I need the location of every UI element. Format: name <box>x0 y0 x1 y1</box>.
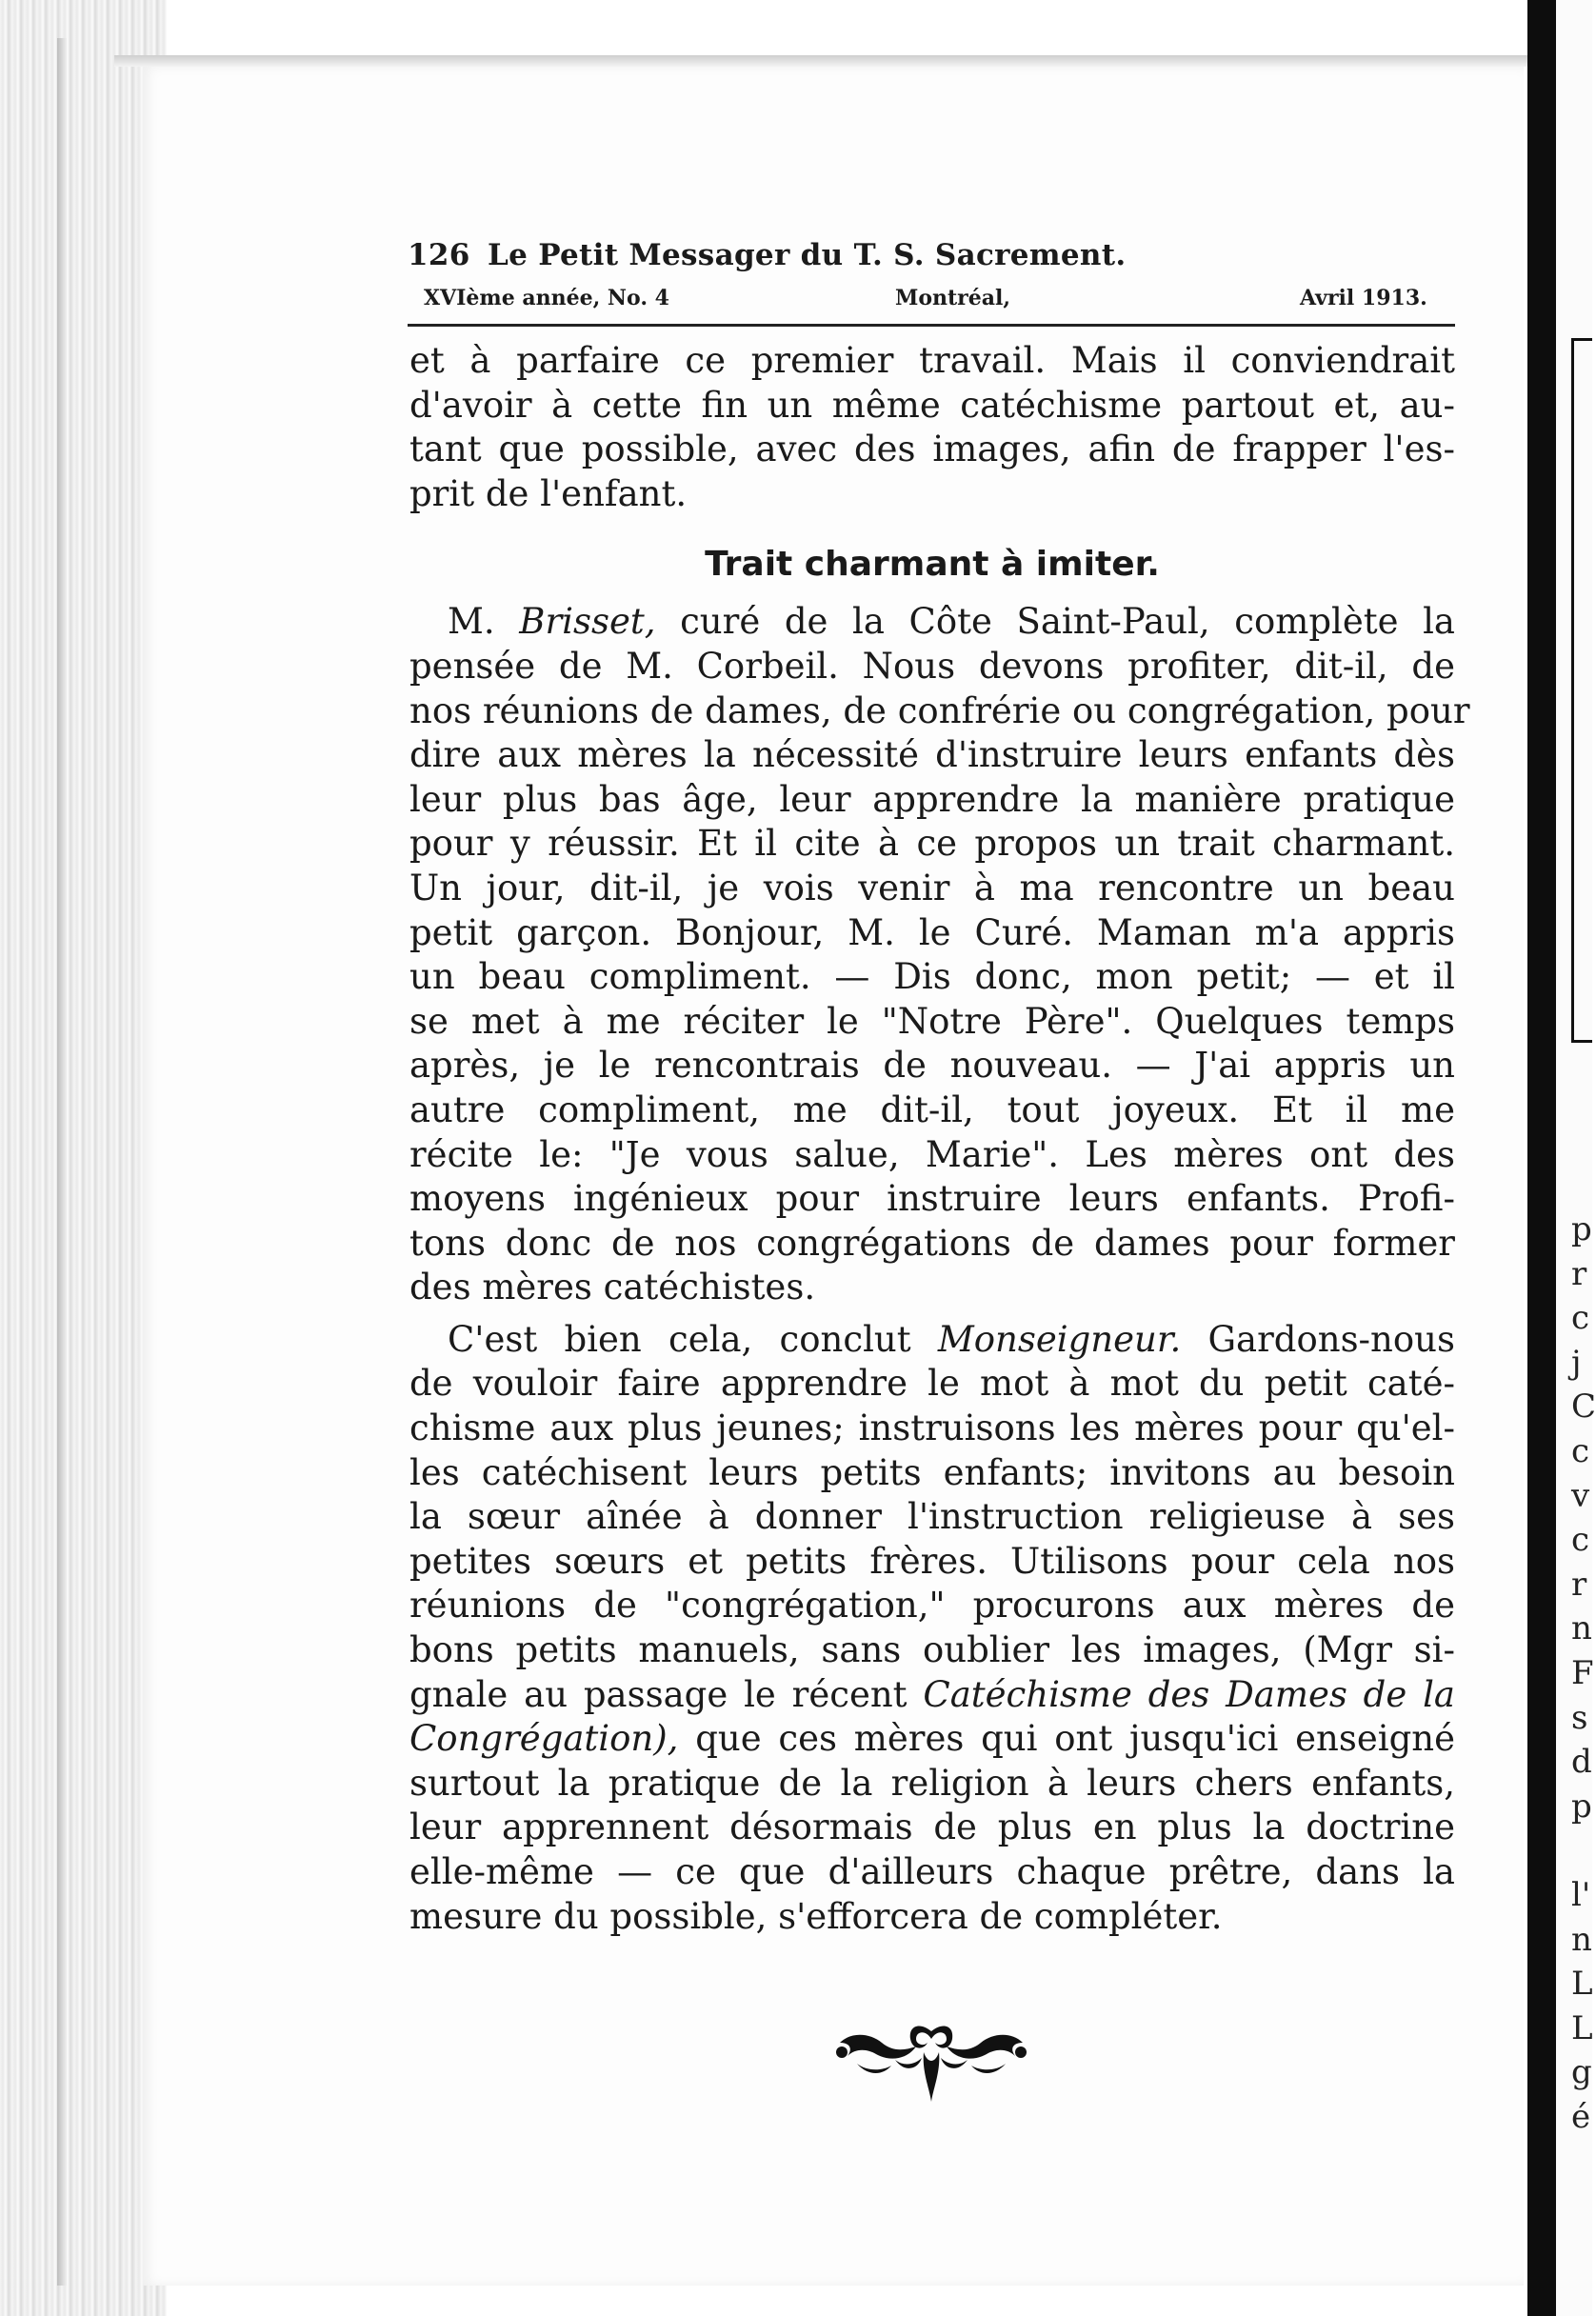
text-line: des mères catéchistes. <box>409 1267 816 1308</box>
tailpiece-ornament <box>828 2014 1034 2109</box>
fragment-char: c <box>1571 1521 1590 1560</box>
text-line: tons donc de nos congrégations de dames pour former <box>409 1222 1455 1264</box>
text-line: elle-même — ce que d'ailleurs chaque prêtre, dans la <box>409 1851 1455 1892</box>
text-line: prit de l'enfant. <box>409 472 688 514</box>
fragment-char: l' <box>1571 1875 1591 1914</box>
text-line: surtout la pratique de la religion à leurs chers enfants, <box>409 1762 1455 1804</box>
running-header <box>408 238 1460 280</box>
text-line: pensée de M. Corbeil. Nous devons profiter, dit-il, de <box>409 645 1455 687</box>
text-line: les catéchisent leurs petits enfants; invitons au besoin <box>409 1451 1455 1493</box>
book-title: Catéchisme des Dames de la <box>923 1673 1455 1715</box>
article-body <box>409 339 1470 1939</box>
fragment-char: p <box>1571 1210 1592 1248</box>
city: Montréal, <box>895 286 1011 310</box>
fragment-char: d <box>1571 1743 1592 1782</box>
person-name: Brisset, <box>519 601 656 643</box>
volume-number: XVIème année, No. 4 <box>424 286 669 310</box>
text-line: de vouloir faire apprendre le mot à mot du petit caté- <box>409 1363 1455 1405</box>
page-number: 126 <box>408 238 470 272</box>
text-line: dire aux mères la nécessité d'instruire leurs enfants dès <box>409 734 1455 776</box>
text-line: petites sœurs et petits frères. Utilisons pour cela nos <box>409 1540 1455 1582</box>
text-line: après, je le rencontrais de nouveau. — J'ai appris un <box>409 1045 1455 1087</box>
binding-shadow <box>57 38 67 2286</box>
fragment-char: L <box>1571 1965 1593 2004</box>
fragment-char: n <box>1571 1609 1592 1648</box>
text-line: chisme aux plus jeunes; instruisons les mères pour qu'el- <box>409 1408 1455 1449</box>
fragment-char: s <box>1571 1698 1588 1737</box>
fragment-char: n <box>1571 1920 1592 1959</box>
fragment-char: r <box>1571 1254 1587 1293</box>
text-line: Un jour, dit-il, je vois venir à ma rencontre un beau <box>409 867 1455 908</box>
text-line: nos réunions de dames, de confrérie ou congrégation, pour <box>409 689 1470 731</box>
section-heading: Trait charmant à imiter. <box>705 545 1160 585</box>
next-page-fragment <box>1571 1208 1596 2139</box>
text-line: tant que possible, avec des images, afin de frapper l'es- <box>409 429 1455 470</box>
header-rule <box>408 324 1455 327</box>
text-line: et à parfaire ce premier travail. Mais il conviendrait <box>409 340 1455 381</box>
text-line: d'avoir à cette fin un même catéchisme partout et, au- <box>409 384 1455 426</box>
next-page-box-rule <box>1571 338 1592 1043</box>
text-line: gnale au passage le récent Catéchisme des Dames de la <box>409 1673 1455 1715</box>
text-line: réunions de "congrégation," procurons aux mères de <box>409 1585 1455 1627</box>
text-line: leur plus bas âge, leur apprendre la manière pratique <box>409 778 1455 820</box>
text-line: C'est bien cela, conclut Monseigneur. Gardons-nous <box>448 1318 1455 1360</box>
scan-border <box>1527 0 1556 2316</box>
fragment-char: é <box>1571 2097 1591 2136</box>
text-line: autre compliment, me dit-il, tout joyeux. Et il me <box>409 1088 1455 1130</box>
fragment-char: L <box>1571 2008 1593 2047</box>
text-line: pour y réussir. Et il cite à ce propos un trait charmant. <box>409 823 1455 865</box>
text-line: Congrégation), que ces mères qui ont jusqu'ici enseigné <box>409 1718 1455 1760</box>
text-line: mesure du possible, s'efforcera de compléter. <box>409 1895 1223 1937</box>
text-line: moyens ingénieux pour instruire leurs enfants. Profi- <box>409 1178 1455 1220</box>
fragment-char: r <box>1571 1565 1587 1604</box>
issue-date: Avril 1913. <box>1300 286 1427 310</box>
page-stack-edge <box>0 0 167 2316</box>
text-line: la sœur aînée à donner l'instruction religieuse à ses <box>409 1496 1455 1538</box>
text-line: récite le: "Je vous salue, Marie". Les mères ont des <box>409 1133 1455 1175</box>
text-line: se met à me réciter le "Notre Père". Quelques temps <box>409 1000 1455 1042</box>
fragment-char: g <box>1571 2053 1592 2092</box>
fragment-char: F <box>1571 1653 1594 1692</box>
fragment-char: C <box>1571 1388 1596 1427</box>
journal-title: Le Petit Messager du T. S. Sacrement. <box>488 238 1127 272</box>
fragment-char: v <box>1571 1476 1590 1515</box>
page-top-edge <box>114 55 1543 67</box>
text-line: leur apprennent désormais de plus en plus la doctrine <box>409 1807 1455 1848</box>
fragment-char: j <box>1571 1343 1582 1382</box>
issue-line <box>424 286 1443 314</box>
fragment-char: c <box>1571 1431 1590 1470</box>
text-line: bons petits manuels, sans oublier les images, (Mgr si- <box>409 1629 1455 1671</box>
text-line: un beau compliment. — Dis donc, mon petit; — et il <box>409 956 1455 998</box>
text-line: petit garçon. Bonjour, M. le Curé. Maman m'a appris <box>409 911 1455 953</box>
fragment-char: c <box>1571 1299 1590 1338</box>
text-line: M. Brisset, curé de la Côte Saint-Paul, complète la <box>448 601 1455 643</box>
fragment-char: p <box>1571 1787 1592 1826</box>
